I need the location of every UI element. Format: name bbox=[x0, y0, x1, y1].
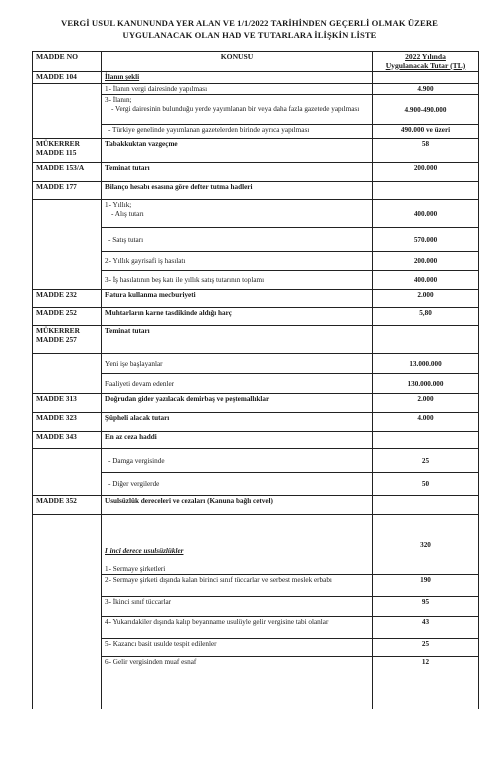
header-tutar-line-2: Uygulanacak Tutar (TL) bbox=[385, 60, 466, 70]
madde-cell bbox=[33, 473, 102, 496]
table-row bbox=[33, 354, 479, 374]
tutar-cell: 25 bbox=[373, 449, 479, 473]
madde-cell bbox=[33, 271, 102, 290]
tutar-cell bbox=[373, 72, 479, 84]
konu-cell: 2- Sermaye şirketi dışında kalan birinci sınıf tüccarlar ve serbest meslek erbabı bbox=[102, 575, 373, 597]
madde-cell: MADDE 313 bbox=[33, 394, 102, 413]
konu-cell: 1- İlanın vergi dairesinde yapılması bbox=[102, 83, 373, 95]
table-row bbox=[33, 271, 479, 290]
konu-cell bbox=[102, 308, 373, 326]
table-row bbox=[33, 657, 479, 709]
table-row bbox=[33, 597, 479, 617]
konu-heading: En az ceza haddi bbox=[105, 433, 157, 442]
tutar-cell: 200.000 bbox=[373, 163, 479, 182]
table-row bbox=[33, 72, 479, 84]
konu-cell: - Satış tutarı bbox=[102, 228, 373, 252]
konu-heading: Teminat tutarı bbox=[105, 327, 150, 336]
table-row bbox=[33, 163, 479, 182]
tutar-cell: 43 bbox=[373, 617, 479, 639]
tutar-cell: 400.000 bbox=[373, 271, 479, 290]
konu-heading: Teminat tutarı bbox=[105, 164, 150, 173]
tutar-cell: 95 bbox=[373, 597, 479, 617]
table-row bbox=[33, 228, 479, 252]
madde-cell bbox=[33, 252, 102, 271]
konu-line: 3- İlanın; bbox=[105, 96, 132, 105]
tutar-cell bbox=[373, 326, 479, 354]
tutar-cell: 570.000 bbox=[373, 228, 479, 252]
tutar-cell: 5,80 bbox=[373, 308, 479, 326]
table-header-row bbox=[33, 52, 479, 72]
konu-line: - Vergi dairesinin bulunduğu yerde yayımlanan bir veya daha fazla gazetede yapılması bbox=[111, 104, 360, 113]
madde-cell: MADDE 232 bbox=[33, 290, 102, 308]
konu-cell bbox=[102, 290, 373, 308]
madde-cell bbox=[33, 449, 102, 473]
madde-cell: MADDE 323 bbox=[33, 413, 102, 432]
table-row bbox=[33, 515, 479, 575]
tutar-cell: 4.900 bbox=[373, 83, 479, 95]
limits-table bbox=[32, 51, 479, 709]
konu-cell: 6- Gelir vergisinden muaf esnaf bbox=[102, 657, 373, 709]
konu-line: 1- Yıllık; bbox=[105, 201, 132, 210]
madde-cell: MÜKERRER MADDE 257 bbox=[33, 326, 102, 354]
konu-cell bbox=[102, 139, 373, 163]
madde-cell bbox=[33, 125, 102, 139]
konu-line: 1- Sermaye şirketleri bbox=[105, 564, 166, 573]
table-row bbox=[33, 617, 479, 639]
table-row bbox=[33, 326, 479, 354]
table-row bbox=[33, 200, 479, 228]
madde-cell bbox=[33, 515, 102, 575]
header-tutar-line-1: 2022 Yılında bbox=[405, 52, 446, 61]
madde-cell: MÜKERRER MADDE 115 bbox=[33, 139, 102, 163]
konu-cell: - Damga vergisinde bbox=[102, 449, 373, 473]
madde-cell bbox=[33, 200, 102, 228]
konu-cell: - Diğer vergilerde bbox=[102, 473, 373, 496]
madde-cell bbox=[33, 95, 102, 125]
konu-heading: Bilanço hesabı esasına göre defter tutma hadleri bbox=[105, 183, 253, 192]
table-row bbox=[33, 449, 479, 473]
konu-cell: 4- Yukarıdakiler dışında kalıp beyanname usulüyle gelir vergisine tabi olanlar bbox=[102, 617, 373, 639]
madde-cell: MADDE 177 bbox=[33, 182, 102, 200]
madde-cell bbox=[33, 83, 102, 95]
madde-cell: MADDE 153/A bbox=[33, 163, 102, 182]
tutar-cell: 490.000 ve üzeri bbox=[373, 125, 479, 139]
madde-cell bbox=[33, 354, 102, 374]
konu-cell bbox=[102, 413, 373, 432]
document-title-line-2: UYGULANACAK OLAN HAD VE TUTARLARA İLİŞKİN LİSTE bbox=[122, 30, 377, 40]
tutar-cell: 25 bbox=[373, 639, 479, 657]
madde-cell: MADDE 104 bbox=[33, 72, 102, 84]
table-row bbox=[33, 182, 479, 200]
madde-cell bbox=[33, 657, 102, 709]
tutar-cell: 12 bbox=[373, 657, 479, 709]
konu-cell: Faaliyeti devam edenler bbox=[102, 374, 373, 394]
konu-cell bbox=[102, 394, 373, 413]
tutar-cell bbox=[373, 432, 479, 449]
konu-heading: Fatura kullanma mecburiyeti bbox=[105, 291, 196, 300]
konu-cell: Yeni işe başlayanlar bbox=[102, 354, 373, 374]
konu-cell bbox=[102, 515, 373, 575]
tutar-cell: 2.000 bbox=[373, 290, 479, 308]
konu-heading: Tabakkuktan vazgeçme bbox=[105, 140, 178, 149]
konu-cell: 3- İş hasılatının beş katı ile yıllık satış tutarının toplamı bbox=[102, 271, 373, 290]
spacer bbox=[105, 556, 369, 565]
tutar-cell: 50 bbox=[373, 473, 479, 496]
header-tutar bbox=[373, 52, 479, 72]
konu-cell: 5- Kazancı basit usulde tespit edilenler bbox=[102, 639, 373, 657]
madde-cell: MADDE 343 bbox=[33, 432, 102, 449]
header-konusu: KONUSU bbox=[102, 52, 373, 72]
tutar-cell: 320 bbox=[373, 515, 479, 575]
tutar-cell: 400.000 bbox=[373, 200, 479, 228]
konu-cell bbox=[102, 200, 373, 228]
tutar-cell: 4.000 bbox=[373, 413, 479, 432]
konu-cell bbox=[102, 496, 373, 515]
tutar-cell bbox=[373, 496, 479, 515]
table-row bbox=[33, 125, 479, 139]
tutar-cell: 200.000 bbox=[373, 252, 479, 271]
konu-cell bbox=[102, 95, 373, 125]
konu-heading: İlanın şekli bbox=[105, 73, 140, 82]
konu-cell: - Türkiye genelinde yayımlanan gazetelerden birinde ayrıca yapılması bbox=[102, 125, 373, 139]
tutar-cell bbox=[373, 182, 479, 200]
madde-cell bbox=[33, 639, 102, 657]
madde-cell: MADDE 352 bbox=[33, 496, 102, 515]
madde-cell bbox=[33, 617, 102, 639]
table-row bbox=[33, 374, 479, 394]
table-row bbox=[33, 473, 479, 496]
table-row bbox=[33, 139, 479, 163]
madde-cell bbox=[33, 575, 102, 597]
header-madde-no: MADDE NO bbox=[33, 52, 102, 72]
konu-cell bbox=[102, 163, 373, 182]
konu-line: - Alış tutarı bbox=[111, 209, 144, 218]
konu-cell bbox=[102, 432, 373, 449]
document-title-line-1: VERGİ USUL KANUNUNDA YER ALAN VE 1/1/2022 TARİHİNDEN GEÇERLİ OLMAK ÜZERE bbox=[61, 18, 438, 28]
table-row bbox=[33, 575, 479, 597]
madde-cell bbox=[33, 374, 102, 394]
table-row bbox=[33, 95, 479, 125]
tutar-cell: 130.000.000 bbox=[373, 374, 479, 394]
table-row bbox=[33, 496, 479, 515]
table-row bbox=[33, 252, 479, 271]
table-row bbox=[33, 639, 479, 657]
table-row bbox=[33, 83, 479, 95]
madde-cell bbox=[33, 597, 102, 617]
madde-cell bbox=[33, 228, 102, 252]
tutar-cell: 190 bbox=[373, 575, 479, 597]
table-row bbox=[33, 413, 479, 432]
konu-subheading: I inci derece usulsüzlükler bbox=[105, 547, 184, 556]
konu-cell bbox=[102, 72, 373, 84]
konu-cell: 2- Yıllık gayrisafi iş hasılatı bbox=[102, 252, 373, 271]
tutar-cell: 2.000 bbox=[373, 394, 479, 413]
konu-heading: Doğrudan gider yazılacak demirbaş ve peştemallıklar bbox=[105, 395, 270, 404]
tutar-cell: 58 bbox=[373, 139, 479, 163]
table-row bbox=[33, 394, 479, 413]
table-row bbox=[33, 432, 479, 449]
konu-heading: Şüpheli alacak tutarı bbox=[105, 414, 170, 423]
madde-cell: MADDE 252 bbox=[33, 308, 102, 326]
konu-heading: Muhtarların karne tasdikinde aldığı harç bbox=[105, 309, 232, 318]
konu-cell: 3- İkinci sınıf tüccarlar bbox=[102, 597, 373, 617]
konu-cell bbox=[102, 182, 373, 200]
table-row bbox=[33, 290, 479, 308]
table-row bbox=[33, 308, 479, 326]
konu-cell bbox=[102, 326, 373, 354]
konu-heading: Usulsüzlük dereceleri ve cezaları (Kanuna bağlı cetvel) bbox=[105, 497, 273, 506]
tutar-cell: 4.900-490.000 bbox=[373, 95, 479, 125]
tutar-cell: 13.000.000 bbox=[373, 354, 479, 374]
